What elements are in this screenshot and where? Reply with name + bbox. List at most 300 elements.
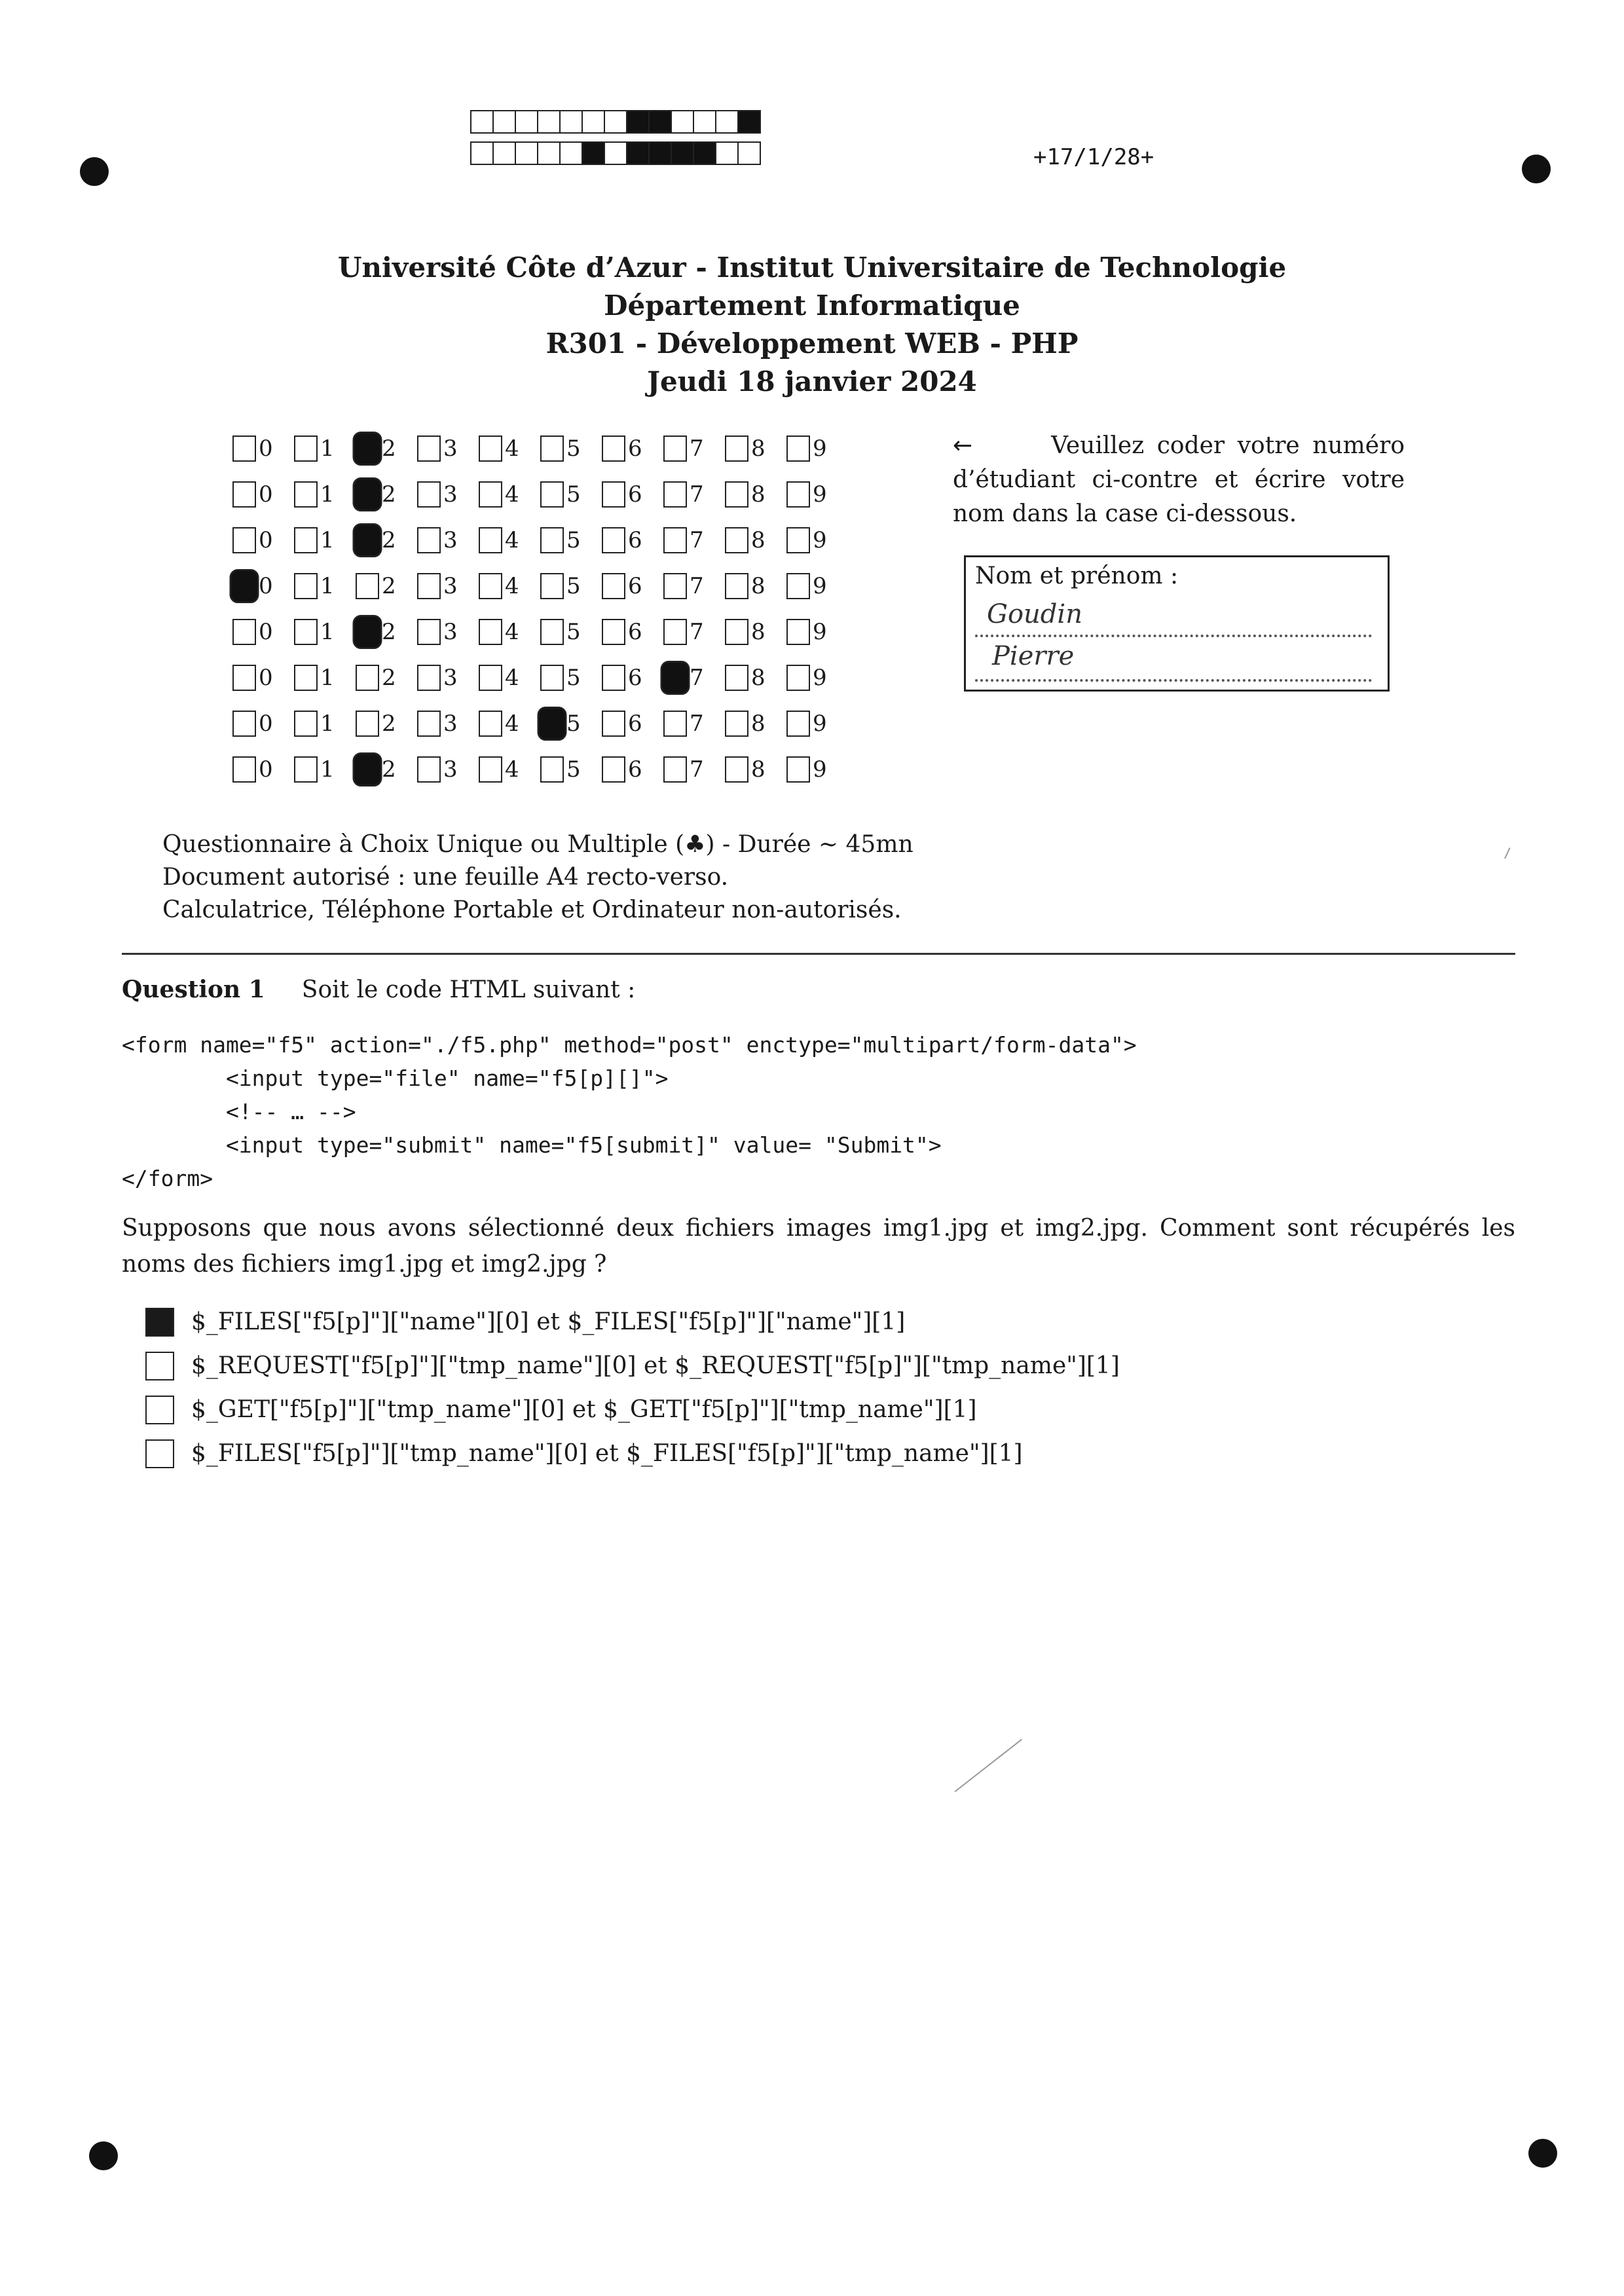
name-box-label: Nom et prénom :	[975, 563, 1179, 589]
digit-cell	[725, 527, 786, 553]
digit-checkbox[interactable]	[417, 481, 441, 508]
digit-cell	[417, 619, 479, 645]
answer-checkbox[interactable]	[145, 1396, 174, 1424]
digit-checkbox[interactable]	[353, 477, 382, 511]
digit-cell	[479, 711, 540, 737]
digit-cell	[602, 435, 663, 462]
digit-cell	[725, 619, 786, 645]
answer-text: $_GET["f5[p]"]["tmp_name"][0] et $_GET["f5[p]"]["tmp_name"][1]	[191, 1396, 977, 1423]
digit-label: 6	[628, 619, 642, 645]
question-heading	[122, 976, 635, 1003]
digit-label: 1	[320, 756, 335, 783]
digit-label: 7	[690, 573, 704, 599]
barcode-bit	[737, 110, 761, 134]
digit-cell	[417, 711, 479, 737]
digit-label: 1	[320, 527, 335, 553]
digit-label: 7	[690, 665, 704, 691]
barcode-bit	[715, 110, 739, 134]
answer-checkbox[interactable]	[145, 1439, 174, 1468]
digit-cell	[663, 756, 725, 783]
digit-checkbox[interactable]	[356, 573, 379, 599]
digit-cell	[540, 756, 602, 783]
digit-label: 2	[382, 573, 396, 599]
digit-cell	[356, 573, 417, 599]
digit-cell	[294, 619, 356, 645]
digit-checkbox[interactable]	[540, 619, 564, 645]
digit-cell	[232, 481, 294, 508]
digit-cell	[786, 435, 848, 462]
digit-cell	[294, 756, 356, 783]
handwritten-last-name: Goudin	[987, 599, 1082, 629]
digit-checkbox[interactable]	[786, 573, 810, 599]
digit-checkbox[interactable]	[232, 665, 256, 691]
digit-label: 2	[382, 527, 396, 553]
barcode-row-1	[470, 110, 760, 134]
digit-cell	[663, 435, 725, 462]
digit-label: 3	[443, 756, 458, 783]
digit-checkbox[interactable]	[479, 619, 502, 645]
registration-mark-bottom-right	[1528, 2139, 1557, 2168]
digit-checkbox[interactable]	[479, 665, 502, 691]
header-department: Département Informatique	[604, 289, 1020, 322]
name-box[interactable]	[964, 555, 1390, 692]
digit-checkbox[interactable]	[479, 481, 502, 508]
digit-label: 9	[813, 527, 827, 553]
barcode-bit	[537, 141, 561, 165]
digit-checkbox[interactable]	[663, 756, 687, 783]
digit-cell	[232, 619, 294, 645]
digit-label: 4	[505, 619, 519, 645]
digit-checkbox[interactable]	[294, 756, 318, 783]
barcode-bit	[626, 110, 650, 134]
digit-checkbox[interactable]	[232, 481, 256, 508]
digit-label: 0	[259, 527, 273, 553]
answer-checkbox[interactable]	[145, 1352, 174, 1380]
digit-cell	[786, 619, 848, 645]
barcode-bit	[737, 141, 761, 165]
digit-checkbox[interactable]	[540, 756, 564, 783]
barcode-bit	[671, 141, 694, 165]
digit-checkbox[interactable]	[786, 435, 810, 462]
digit-cell	[602, 619, 663, 645]
digit-checkbox[interactable]	[356, 711, 379, 737]
digit-label: 0	[259, 481, 273, 508]
digit-label: 7	[690, 756, 704, 783]
digit-checkbox[interactable]	[663, 573, 687, 599]
digit-label: 3	[443, 435, 458, 462]
header-university: Université Côte d’Azur - Institut Universitaire de Technologie	[337, 251, 1287, 284]
digit-checkbox[interactable]	[725, 619, 748, 645]
digit-cell	[479, 481, 540, 508]
digit-checkbox[interactable]	[294, 527, 318, 553]
digit-checkbox[interactable]	[417, 573, 441, 599]
digit-checkbox[interactable]	[417, 711, 441, 737]
digit-checkbox[interactable]	[725, 435, 748, 462]
digit-cell	[232, 527, 294, 553]
digit-cell	[417, 527, 479, 553]
digit-checkbox[interactable]	[786, 527, 810, 553]
digit-checkbox[interactable]	[294, 573, 318, 599]
digit-cell	[725, 573, 786, 599]
student-id-row	[232, 472, 848, 517]
digit-label: 8	[751, 573, 766, 599]
digit-label: 6	[628, 481, 642, 508]
digit-cell	[663, 573, 725, 599]
digit-cell	[294, 435, 356, 462]
digit-cell	[725, 665, 786, 691]
student-id-row	[232, 655, 848, 701]
digit-checkbox[interactable]	[725, 665, 748, 691]
digit-cell	[663, 481, 725, 508]
student-id-row	[232, 701, 848, 747]
digit-cell	[540, 481, 602, 508]
digit-checkbox[interactable]	[294, 711, 318, 737]
digit-cell	[356, 481, 417, 508]
digit-label: 5	[566, 481, 581, 508]
digit-label: 1	[320, 711, 335, 737]
name-dotted-line-2	[975, 679, 1372, 682]
digit-label: 9	[813, 711, 827, 737]
digit-checkbox[interactable]	[602, 435, 625, 462]
digit-label: 2	[382, 619, 396, 645]
digit-cell	[232, 756, 294, 783]
digit-checkbox[interactable]	[230, 569, 259, 603]
digit-label: 9	[813, 756, 827, 783]
answer-option	[145, 1388, 1120, 1432]
exam-info-line-1: Questionnaire à Choix Unique ou Multiple (♣) - Durée ∼ 45mn	[162, 831, 913, 858]
digit-cell	[540, 573, 602, 599]
digit-checkbox[interactable]	[725, 573, 748, 599]
digit-cell	[356, 711, 417, 737]
digit-cell	[479, 435, 540, 462]
digit-cell	[602, 756, 663, 783]
answer-option	[145, 1432, 1120, 1475]
digit-checkbox[interactable]	[540, 573, 564, 599]
registration-mark-top-left	[80, 157, 109, 186]
digit-checkbox[interactable]	[602, 619, 625, 645]
digit-checkbox[interactable]	[294, 481, 318, 508]
digit-label: 5	[566, 756, 581, 783]
digit-cell	[232, 711, 294, 737]
digit-checkbox[interactable]	[663, 527, 687, 553]
digit-checkbox[interactable]	[232, 527, 256, 553]
answer-text: $_FILES["f5[p]"]["tmp_name"][0] et $_FILES["f5[p]"]["tmp_name"][1]	[191, 1440, 1023, 1467]
exam-header	[0, 249, 1624, 401]
digit-cell	[232, 435, 294, 462]
barcode-bit	[581, 141, 605, 165]
registration-mark-bottom-left	[89, 2141, 118, 2170]
barcode-bit	[581, 110, 605, 134]
barcode-bit	[604, 110, 627, 134]
digit-checkbox[interactable]	[232, 435, 256, 462]
digit-cell	[417, 481, 479, 508]
digit-cell	[232, 665, 294, 691]
digit-checkbox[interactable]	[725, 756, 748, 783]
exam-info-line-3: Calculatrice, Téléphone Portable et Ordinateur non-autorisés.	[162, 897, 902, 923]
digit-label: 3	[443, 527, 458, 553]
digit-cell	[725, 711, 786, 737]
digit-checkbox[interactable]	[786, 619, 810, 645]
digit-label: 8	[751, 481, 766, 508]
barcode-bit	[559, 110, 583, 134]
handwritten-first-name: Pierre	[992, 641, 1075, 671]
stray-mark	[1504, 847, 1510, 859]
digit-cell	[602, 665, 663, 691]
name-dotted-line-1	[975, 635, 1372, 637]
barcode-bit	[515, 141, 538, 165]
digit-checkbox[interactable]	[663, 619, 687, 645]
registration-mark-top-right	[1522, 155, 1551, 183]
barcode-bit	[671, 110, 694, 134]
digit-checkbox[interactable]	[479, 756, 502, 783]
digit-checkbox[interactable]	[356, 665, 379, 691]
digit-label: 5	[566, 573, 581, 599]
digit-label: 4	[505, 756, 519, 783]
digit-checkbox[interactable]	[602, 527, 625, 553]
question-label: Question 1	[122, 976, 265, 1003]
digit-checkbox[interactable]	[353, 432, 382, 466]
digit-cell	[479, 665, 540, 691]
digit-label: 1	[320, 573, 335, 599]
barcode-bit	[693, 141, 716, 165]
answer-option	[145, 1344, 1120, 1388]
question-prompt: Supposons que nous avons sélectionné deux fichiers images img1.jpg et img2.jpg. Comment sont récupérés les noms des fichiers img1.jpg et img2.jpg ?	[122, 1215, 1515, 1278]
digit-label: 7	[690, 711, 704, 737]
digit-cell	[725, 435, 786, 462]
digit-label: 0	[259, 573, 273, 599]
digit-label: 9	[813, 665, 827, 691]
digit-label: 8	[751, 435, 766, 462]
barcode-bit	[626, 141, 650, 165]
digit-label: 5	[566, 665, 581, 691]
digit-label: 9	[813, 573, 827, 599]
html-code-block: <form name="f5" action="./f5.php" method="post" enctype="multipart/form-data"> <input type="file" name="f5[p][]"> <!-- … --> <input type="submit" name="f5[submit]" value= "Submit"> </form>	[122, 1032, 1137, 1191]
digit-label: 9	[813, 481, 827, 508]
digit-label: 2	[382, 711, 396, 737]
digit-checkbox[interactable]	[540, 665, 564, 691]
digit-cell	[417, 435, 479, 462]
digit-checkbox[interactable]	[417, 665, 441, 691]
digit-cell	[786, 573, 848, 599]
digit-label: 4	[505, 573, 519, 599]
digit-label: 7	[690, 481, 704, 508]
digit-checkbox[interactable]	[786, 756, 810, 783]
digit-label: 2	[382, 435, 396, 462]
answer-checkbox[interactable]	[145, 1308, 174, 1337]
answer-list	[145, 1300, 1120, 1475]
digit-checkbox[interactable]	[602, 665, 625, 691]
digit-cell	[540, 435, 602, 462]
digit-checkbox[interactable]	[725, 481, 748, 508]
digit-checkbox[interactable]	[417, 756, 441, 783]
digit-cell	[294, 481, 356, 508]
digit-checkbox[interactable]	[663, 711, 687, 737]
digit-checkbox[interactable]	[232, 756, 256, 783]
digit-cell	[294, 527, 356, 553]
digit-checkbox[interactable]	[417, 527, 441, 553]
digit-label: 6	[628, 665, 642, 691]
digit-checkbox[interactable]	[602, 756, 625, 783]
digit-label: 9	[813, 619, 827, 645]
digit-label: 5	[566, 527, 581, 553]
digit-cell	[356, 665, 417, 691]
digit-checkbox[interactable]	[663, 481, 687, 508]
digit-label: 4	[505, 481, 519, 508]
digit-label: 8	[751, 756, 766, 783]
header-date: Jeudi 18 janvier 2024	[647, 365, 977, 398]
digit-cell	[294, 711, 356, 737]
digit-cell	[294, 573, 356, 599]
digit-checkbox[interactable]	[294, 435, 318, 462]
digit-cell	[786, 665, 848, 691]
digit-label: 8	[751, 619, 766, 645]
digit-label: 5	[566, 711, 581, 737]
digit-label: 6	[628, 435, 642, 462]
digit-checkbox[interactable]	[232, 711, 256, 737]
digit-cell	[663, 527, 725, 553]
digit-checkbox[interactable]	[602, 711, 625, 737]
digit-checkbox[interactable]	[353, 615, 382, 649]
digit-cell	[602, 527, 663, 553]
digit-checkbox[interactable]	[232, 619, 256, 645]
digit-cell	[602, 573, 663, 599]
section-divider	[122, 953, 1515, 955]
digit-cell	[356, 527, 417, 553]
digit-checkbox[interactable]	[602, 481, 625, 508]
digit-label: 3	[443, 481, 458, 508]
digit-cell	[663, 619, 725, 645]
digit-checkbox[interactable]	[353, 752, 382, 787]
digit-label: 1	[320, 619, 335, 645]
digit-cell	[356, 756, 417, 783]
digit-checkbox[interactable]	[661, 661, 690, 695]
digit-checkbox[interactable]	[540, 481, 564, 508]
barcode-bit	[492, 141, 516, 165]
id-instructions	[953, 429, 1405, 531]
digit-label: 6	[628, 711, 642, 737]
digit-checkbox[interactable]	[353, 523, 382, 557]
digit-cell	[294, 665, 356, 691]
digit-label: 6	[628, 756, 642, 783]
digit-cell	[540, 619, 602, 645]
student-id-row	[232, 517, 848, 563]
digit-label: 5	[566, 619, 581, 645]
digit-cell	[786, 481, 848, 508]
digit-label: 7	[690, 619, 704, 645]
digit-cell	[786, 527, 848, 553]
digit-label: 3	[443, 665, 458, 691]
digit-cell	[479, 619, 540, 645]
digit-cell	[540, 711, 602, 737]
digit-checkbox[interactable]	[479, 435, 502, 462]
digit-cell	[417, 573, 479, 599]
digit-cell	[602, 481, 663, 508]
digit-cell	[725, 481, 786, 508]
barcode-bit	[693, 110, 716, 134]
digit-checkbox[interactable]	[294, 619, 318, 645]
digit-checkbox[interactable]	[417, 435, 441, 462]
digit-checkbox[interactable]	[540, 435, 564, 462]
digit-label: 0	[259, 711, 273, 737]
digit-checkbox[interactable]	[294, 665, 318, 691]
digit-label: 1	[320, 665, 335, 691]
digit-label: 8	[751, 527, 766, 553]
barcode-bit	[559, 141, 583, 165]
page-id: +17/1/28+	[1033, 144, 1154, 170]
digit-checkbox[interactable]	[479, 573, 502, 599]
digit-cell	[232, 573, 294, 599]
barcode-bit	[537, 110, 561, 134]
digit-label: 7	[690, 527, 704, 553]
digit-cell	[602, 711, 663, 737]
digit-label: 1	[320, 435, 335, 462]
digit-label: 4	[505, 527, 519, 553]
stray-mark	[954, 1739, 1022, 1792]
digit-cell	[540, 527, 602, 553]
student-id-row	[232, 609, 848, 655]
digit-label: 2	[382, 756, 396, 783]
digit-checkbox[interactable]	[786, 665, 810, 691]
digit-cell	[479, 527, 540, 553]
digit-label: 5	[566, 435, 581, 462]
answer-text: $_FILES["f5[p]"]["name"][0] et $_FILES["f5[p]"]["name"][1]	[191, 1308, 906, 1335]
digit-label: 4	[505, 711, 519, 737]
digit-checkbox[interactable]	[479, 527, 502, 553]
digit-checkbox[interactable]	[725, 711, 748, 737]
digit-cell	[356, 619, 417, 645]
digit-label: 6	[628, 527, 642, 553]
digit-cell	[786, 711, 848, 737]
digit-checkbox[interactable]	[540, 527, 564, 553]
barcode-bit	[470, 110, 494, 134]
digit-checkbox[interactable]	[602, 573, 625, 599]
digit-cell	[417, 665, 479, 691]
digit-label: 7	[690, 435, 704, 462]
barcode-bit	[492, 110, 516, 134]
question-intro: Soit le code HTML suivant :	[301, 976, 636, 1003]
digit-checkbox[interactable]	[786, 711, 810, 737]
digit-label: 9	[813, 435, 827, 462]
digit-checkbox[interactable]	[538, 707, 567, 741]
digit-label: 4	[505, 435, 519, 462]
digit-label: 8	[751, 711, 766, 737]
barcode-bit	[470, 141, 494, 165]
digit-checkbox[interactable]	[663, 435, 687, 462]
digit-checkbox[interactable]	[725, 527, 748, 553]
digit-cell	[479, 573, 540, 599]
student-id-row	[232, 426, 848, 472]
digit-label: 8	[751, 665, 766, 691]
digit-cell	[540, 665, 602, 691]
digit-checkbox[interactable]	[786, 481, 810, 508]
digit-cell	[663, 665, 725, 691]
barcode-bit	[648, 141, 672, 165]
digit-label: 1	[320, 481, 335, 508]
digit-checkbox[interactable]	[417, 619, 441, 645]
answer-text: $_REQUEST["f5[p]"]["tmp_name"][0] et $_REQUEST["f5[p]"]["tmp_name"][1]	[191, 1352, 1120, 1379]
exam-info	[162, 828, 913, 927]
digit-label: 0	[259, 665, 273, 691]
left-arrow-icon: ←	[953, 432, 973, 459]
student-id-grid	[232, 426, 848, 792]
digit-cell	[356, 435, 417, 462]
digit-label: 3	[443, 711, 458, 737]
digit-label: 0	[259, 435, 273, 462]
barcode-row-2	[470, 141, 760, 165]
answer-option	[145, 1300, 1120, 1344]
digit-label: 3	[443, 573, 458, 599]
digit-checkbox[interactable]	[479, 711, 502, 737]
